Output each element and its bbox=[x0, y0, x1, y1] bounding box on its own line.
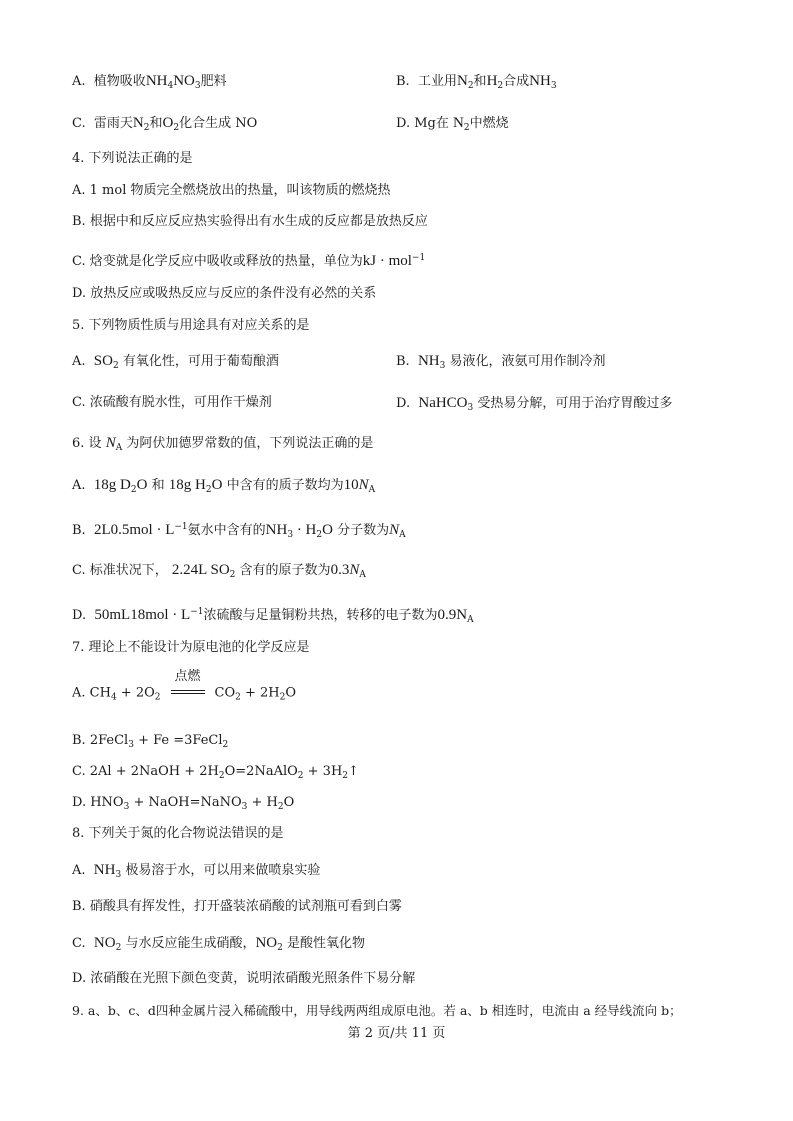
q3-option-b: B. 工业用$N_2$和$H_2$合成$NH_3$ bbox=[396, 73, 557, 91]
q6-stem: 6. 设 $N_A$ 为阿伏加德罗常数的值，下列说法正确的是 bbox=[72, 435, 374, 453]
q6-option-c: C. 标准状况下， 2.24L $SO_2$ 含有的原子数为$0.3N_A$ bbox=[72, 562, 366, 580]
q3-option-d: D. Mg在 $N_2$中燃烧 bbox=[396, 115, 509, 133]
q9-stem: 9. a、b、c、d四种金属片浸入稀硫酸中，用导线两两组成原电池。若 a、b 相连时，电流由 a 经导线流向 b； bbox=[72, 1003, 682, 1018]
page-footer: 第 2 页/共 11 页 bbox=[347, 1026, 446, 1041]
q7-option-c: C. 2Al + 2NaOH + $2H_2O=2NaAlO_2$ + $3H_2↑$ bbox=[72, 764, 359, 781]
q8-option-d: D. 浓硝酸在光照下颜色变黄，说明浓硝酸光照条件下易分解 bbox=[72, 971, 416, 986]
q5-option-b: B. $NH_3$ 易液化，液氨可用作制冷剂 bbox=[396, 353, 606, 371]
q6-option-b: B. $2L0.5mol \cdot L^{-1}$氨水中含有的$NH_3 \cdot H_2O$ 分子数为$N_A$ bbox=[72, 522, 406, 540]
q8-stem: 8. 下列关于氮的化合物说法错误的是 bbox=[72, 826, 284, 841]
q5-option-c: C. 浓硫酸有脱水性，可用作干燥剂 bbox=[72, 395, 272, 410]
q3-option-a: A. 植物吸收$NH_4NO_3$肥料 bbox=[72, 73, 227, 91]
q4-option-c: C. 焓变就是化学反应中吸收或释放的热量，单位为kJ · mol$^{-1}$ bbox=[72, 253, 426, 269]
q8-option-a: A. $NH_3$ 极易溶于水，可以用来做喷泉实验 bbox=[72, 862, 321, 880]
reaction-condition-arrow: 点燃 bbox=[167, 684, 209, 702]
q7-option-d: D. $HNO_3$ + NaOH=NaNO$_3$ + $H_2O$ bbox=[72, 795, 295, 812]
q6-option-d: D. $50mL18mol \cdot L^{-1}$浓硫酸与足量铜粉共热，转移的电子数为$0.9N_A$ bbox=[72, 607, 474, 625]
q8-option-c: C. $NO_2$ 与水反应能生成硝酸，$NO_2$ 是酸性氧化物 bbox=[72, 935, 366, 953]
q4-option-a: A. 1 mol 物质完全燃烧放出的热量，叫该物质的燃烧热 bbox=[72, 183, 391, 198]
q7-option-a: A. $CH_4 + 2O_2$ 点燃 $CO_2 + 2H_2O$ bbox=[72, 669, 297, 703]
q4-stem: 4. 下列说法正确的是 bbox=[72, 151, 193, 166]
q5-option-a: A. $SO_2$ 有氧化性，可用于葡萄酿酒 bbox=[72, 353, 279, 371]
q5-option-d: D. NaHCO$_3$ 受热易分解，可用于治疗胃酸过多 bbox=[396, 395, 673, 413]
q4-option-d: D. 放热反应或吸热反应与反应的条件没有必然的关系 bbox=[72, 286, 377, 301]
q6-option-a: A. 18g $D_2O$ 和 18g $H_2O$ 中含有的质子数均为$10N_A$ bbox=[72, 477, 376, 495]
q3-option-c: C. 雷雨天$N_2$和$O_2$化合生成 NO bbox=[72, 115, 258, 133]
q5-stem: 5. 下列物质性质与用途具有对应关系的是 bbox=[72, 318, 310, 333]
q7-stem: 7. 理论上不能设计为原电池的化学反应是 bbox=[72, 640, 310, 655]
q8-option-b: B. 硝酸具有挥发性，打开盛装浓硝酸的试剂瓶可看到白雾 bbox=[72, 899, 402, 914]
q7-option-b: B. 2FeCl$_3$ + Fe =3FeCl$_2$ bbox=[72, 733, 229, 750]
q4-option-b: B. 根据中和反应反应热实验得出有水生成的反应都是放热反应 bbox=[72, 214, 428, 229]
